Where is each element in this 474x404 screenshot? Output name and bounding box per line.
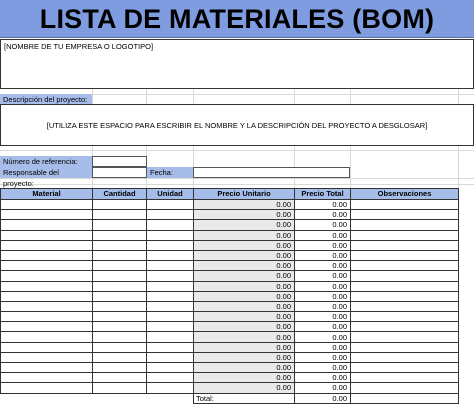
total-price-cell[interactable]: 0.00: [295, 291, 351, 301]
table-row: [1, 312, 459, 322]
unit-price-cell[interactable]: 0.00: [194, 291, 295, 301]
unit-cell[interactable]: [147, 332, 194, 342]
quantity-cell[interactable]: [93, 210, 147, 220]
material-cell[interactable]: [1, 352, 93, 362]
total-price-cell[interactable]: 0.00: [295, 200, 351, 210]
notes-cell[interactable]: [351, 220, 459, 230]
total-price-cell[interactable]: 0.00: [295, 332, 351, 342]
quantity-cell[interactable]: [93, 240, 147, 250]
unit-price-cell[interactable]: 0.00: [194, 271, 295, 281]
unit-price-cell[interactable]: 0.00: [194, 363, 295, 373]
unit-price-cell[interactable]: 0.00: [194, 383, 295, 393]
unit-price-cell[interactable]: 0.00: [194, 240, 295, 250]
unit-price-cell[interactable]: 0.00: [194, 250, 295, 260]
table-row: [1, 250, 459, 260]
material-cell[interactable]: [1, 250, 93, 260]
material-cell[interactable]: [1, 332, 93, 342]
quantity-cell[interactable]: [93, 291, 147, 301]
unit-cell[interactable]: [147, 352, 194, 362]
project-description-field[interactable]: [UTILIZA ESTE ESPACIO PARA ESCRIBIR EL NOMBRE Y LA DESCRIPCIÓN DEL PROYECTO A DESGLOSAR]: [0, 104, 474, 146]
material-cell[interactable]: [1, 291, 93, 301]
quantity-cell[interactable]: [93, 261, 147, 271]
total-notes-cell[interactable]: [351, 393, 459, 403]
total-price-cell[interactable]: 0.00: [295, 373, 351, 383]
unit-cell[interactable]: [147, 230, 194, 240]
materials-table: [0, 188, 459, 404]
unit-price-cell[interactable]: 0.00: [194, 342, 295, 352]
total-row: [1, 393, 459, 403]
total-price-cell[interactable]: 0.00: [295, 312, 351, 322]
notes-cell[interactable]: [351, 312, 459, 322]
quantity-cell[interactable]: [93, 383, 147, 393]
unit-cell[interactable]: [147, 200, 194, 210]
reference-number-label: Número de referencia:: [0, 156, 92, 167]
project-responsible-field[interactable]: [92, 167, 147, 178]
notes-cell[interactable]: [351, 373, 459, 383]
table-row: [1, 363, 459, 373]
material-cell[interactable]: [1, 301, 93, 311]
unit-cell[interactable]: [147, 363, 194, 373]
unit-price-cell[interactable]: 0.00: [194, 301, 295, 311]
material-cell[interactable]: [1, 312, 93, 322]
quantity-cell[interactable]: [93, 352, 147, 362]
company-name-field[interactable]: [NOMBRE DE TU EMPRESA O LOGOTIPO]: [0, 39, 474, 89]
table-row: [1, 261, 459, 271]
quantity-cell[interactable]: [93, 250, 147, 260]
notes-cell[interactable]: [351, 342, 459, 352]
quantity-cell[interactable]: [93, 230, 147, 240]
total-value: 0.00: [295, 393, 351, 403]
column-header-material: Material: [1, 189, 93, 200]
material-cell[interactable]: [1, 271, 93, 281]
material-cell[interactable]: [1, 281, 93, 291]
notes-cell[interactable]: [351, 301, 459, 311]
quantity-cell[interactable]: [93, 220, 147, 230]
total-price-cell[interactable]: 0.00: [295, 352, 351, 362]
reference-number-field[interactable]: [92, 156, 147, 167]
material-cell[interactable]: [1, 230, 93, 240]
table-row: [1, 200, 459, 210]
notes-cell[interactable]: [351, 363, 459, 373]
unit-cell[interactable]: [147, 281, 194, 291]
unit-price-cell[interactable]: 0.00: [194, 373, 295, 383]
page-title: LISTA DE MATERIALES (BOM): [0, 0, 474, 38]
material-cell[interactable]: [1, 240, 93, 250]
unit-cell[interactable]: [147, 301, 194, 311]
material-cell[interactable]: [1, 261, 93, 271]
table-row: [1, 301, 459, 311]
notes-cell[interactable]: [351, 271, 459, 281]
date-label: Fecha:: [147, 167, 193, 178]
column-header-quantity: Cantidad: [93, 189, 147, 200]
quantity-cell[interactable]: [93, 322, 147, 332]
notes-cell[interactable]: [351, 200, 459, 210]
total-price-cell[interactable]: 0.00: [295, 240, 351, 250]
table-row: [1, 383, 459, 393]
unit-cell[interactable]: [147, 342, 194, 352]
unit-cell[interactable]: [147, 210, 194, 220]
table-row: [1, 281, 459, 291]
material-cell[interactable]: [1, 210, 93, 220]
table-row: [1, 291, 459, 301]
total-price-cell[interactable]: 0.00: [295, 281, 351, 291]
notes-cell[interactable]: [351, 240, 459, 250]
total-price-cell[interactable]: 0.00: [295, 363, 351, 373]
table-row: [1, 240, 459, 250]
material-cell[interactable]: [1, 363, 93, 373]
unit-price-cell[interactable]: 0.00: [194, 220, 295, 230]
unit-price-cell[interactable]: 0.00: [194, 322, 295, 332]
notes-cell[interactable]: [351, 352, 459, 362]
quantity-cell[interactable]: [93, 271, 147, 281]
table-row: [1, 322, 459, 332]
total-price-cell[interactable]: 0.00: [295, 210, 351, 220]
unit-price-cell[interactable]: 0.00: [194, 332, 295, 342]
total-row-spacer: [1, 393, 194, 403]
unit-price-cell[interactable]: 0.00: [194, 261, 295, 271]
project-description-label: Descripción del proyecto:: [0, 94, 92, 105]
quantity-cell[interactable]: [93, 332, 147, 342]
total-label: Total:: [194, 393, 295, 403]
unit-price-cell[interactable]: 0.00: [194, 230, 295, 240]
unit-cell[interactable]: [147, 240, 194, 250]
material-cell[interactable]: [1, 342, 93, 352]
quantity-cell[interactable]: [93, 373, 147, 383]
material-cell[interactable]: [1, 322, 93, 332]
material-cell[interactable]: [1, 220, 93, 230]
total-price-cell[interactable]: 0.00: [295, 301, 351, 311]
notes-cell[interactable]: [351, 250, 459, 260]
unit-cell[interactable]: [147, 250, 194, 260]
unit-cell[interactable]: [147, 312, 194, 322]
table-row: [1, 352, 459, 362]
total-price-cell[interactable]: 0.00: [295, 220, 351, 230]
notes-cell[interactable]: [351, 322, 459, 332]
notes-cell[interactable]: [351, 281, 459, 291]
total-price-cell[interactable]: 0.00: [295, 230, 351, 240]
project-responsible-label: Responsable del proyecto:: [0, 167, 92, 178]
total-price-cell[interactable]: 0.00: [295, 342, 351, 352]
unit-price-cell[interactable]: 0.00: [194, 210, 295, 220]
column-header-unit: Unidad: [147, 189, 194, 200]
table-row: [1, 373, 459, 383]
total-price-cell[interactable]: 0.00: [295, 261, 351, 271]
column-header-notes: Observaciones: [351, 189, 459, 200]
unit-price-cell[interactable]: 0.00: [194, 200, 295, 210]
quantity-cell[interactable]: [93, 342, 147, 352]
column-header-total-price: Precio Total: [295, 189, 351, 200]
table-row: [1, 342, 459, 352]
quantity-cell[interactable]: [93, 200, 147, 210]
notes-cell[interactable]: [351, 210, 459, 220]
material-cell[interactable]: [1, 200, 93, 210]
unit-cell[interactable]: [147, 383, 194, 393]
table-row: [1, 271, 459, 281]
total-price-cell[interactable]: 0.00: [295, 271, 351, 281]
unit-price-cell[interactable]: 0.00: [194, 312, 295, 322]
unit-price-cell[interactable]: 0.00: [194, 352, 295, 362]
notes-cell[interactable]: [351, 261, 459, 271]
notes-cell[interactable]: [351, 291, 459, 301]
unit-cell[interactable]: [147, 322, 194, 332]
quantity-cell[interactable]: [93, 363, 147, 373]
unit-cell[interactable]: [147, 261, 194, 271]
notes-cell[interactable]: [351, 332, 459, 342]
total-price-cell[interactable]: 0.00: [295, 322, 351, 332]
notes-cell[interactable]: [351, 383, 459, 393]
date-field[interactable]: [193, 167, 350, 178]
material-cell[interactable]: [1, 373, 93, 383]
table-row: [1, 220, 459, 230]
unit-cell[interactable]: [147, 291, 194, 301]
quantity-cell[interactable]: [93, 312, 147, 322]
total-price-cell[interactable]: 0.00: [295, 250, 351, 260]
quantity-cell[interactable]: [93, 281, 147, 291]
unit-cell[interactable]: [147, 271, 194, 281]
unit-cell[interactable]: [147, 373, 194, 383]
table-row: [1, 332, 459, 342]
unit-price-cell[interactable]: 0.00: [194, 281, 295, 291]
material-cell[interactable]: [1, 383, 93, 393]
table-row: [1, 210, 459, 220]
table-header-row: [1, 189, 459, 200]
quantity-cell[interactable]: [93, 301, 147, 311]
notes-cell[interactable]: [351, 230, 459, 240]
column-header-unit-price: Precio Unitario: [194, 189, 295, 200]
unit-cell[interactable]: [147, 220, 194, 230]
total-price-cell[interactable]: 0.00: [295, 383, 351, 393]
table-row: [1, 230, 459, 240]
